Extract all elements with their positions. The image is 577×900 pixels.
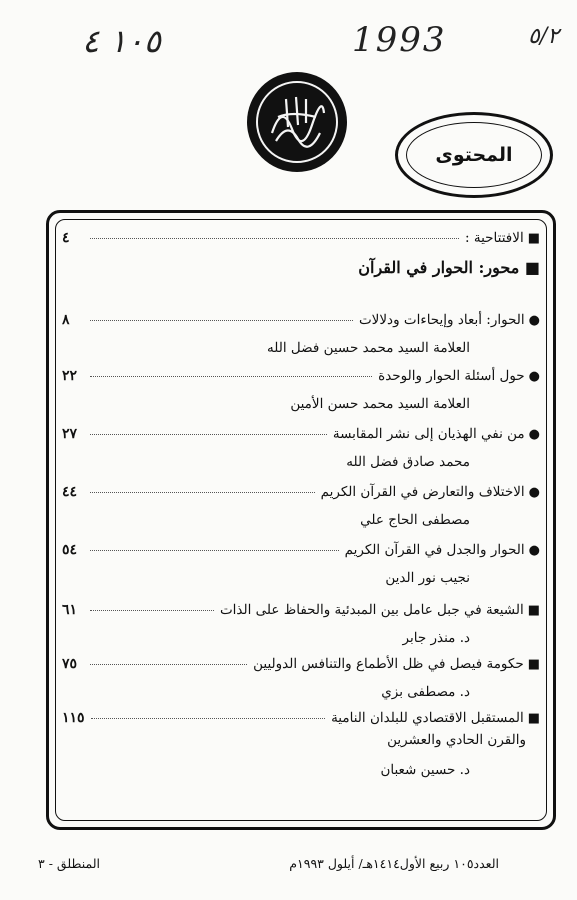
toc-entry[interactable] — [62, 710, 540, 726]
title-badge-inner — [406, 122, 542, 188]
toc-page-number: ٧٥ — [62, 656, 78, 672]
toc-entry[interactable] — [62, 312, 540, 328]
circle-bullet-icon: ● — [528, 369, 540, 384]
toc-entry-title: المستقبل الاقتصادي للبلدان النامية — [331, 710, 524, 726]
title-badge — [395, 112, 553, 198]
leader-dots — [91, 718, 326, 719]
toc-entry-subtitle: والقرن الحادي والعشرين — [387, 732, 526, 748]
leader-dots — [90, 320, 353, 321]
square-bullet-icon: ■ — [527, 603, 540, 618]
toc-page-number: ٦١ — [62, 602, 78, 618]
square-bullet-icon: ■ — [527, 231, 540, 246]
toc-entry-title: من نفي الهذيان إلى نشر المقابسة — [332, 426, 525, 442]
toc-author: د. مصطفى بزي — [381, 684, 470, 700]
handwritten-year-note: 1993 — [352, 20, 447, 60]
toc-entry-title: حول أسئلة الحوار والوحدة — [378, 368, 525, 384]
toc-entry-title: الاختلاف والتعارض في القرآن الكريم — [320, 484, 525, 500]
toc-author: نجيب نور الدين — [385, 570, 470, 586]
circle-bullet-icon: ● — [528, 543, 540, 558]
toc-entry-title: الافتتاحية : — [465, 230, 524, 246]
handwritten-corner-note: ٥/٢ — [528, 24, 560, 49]
leader-dots — [90, 434, 327, 435]
toc-author: د. حسين شعبان — [380, 762, 470, 778]
toc-entry[interactable] — [62, 484, 540, 500]
toc-author: د. منذر جابر — [402, 630, 470, 646]
toc-author: العلامة السيد محمد حسن الأمين — [290, 396, 470, 412]
toc-entry[interactable] — [62, 426, 540, 442]
leader-dots — [90, 492, 315, 493]
leader-dots — [90, 664, 247, 665]
toc-section-heading — [358, 258, 540, 277]
page-title: المحتوى — [435, 144, 513, 166]
toc-page-number: ٢٧ — [62, 426, 78, 442]
seal-ring — [256, 81, 338, 163]
calligraphy-mark — [258, 83, 336, 161]
toc-page-number: ١١٥ — [62, 710, 85, 726]
toc-entry[interactable] — [62, 368, 540, 384]
toc-page-number: ٨ — [62, 312, 70, 328]
footer-page-number: المنطلق - ٣ — [38, 856, 100, 871]
toc-author: محمد صادق فضل الله — [346, 454, 470, 470]
footer-issue-info: العدد١٠٥ ربيع الأول١٤١٤هـ/ أيلول ١٩٩٣م — [289, 856, 499, 871]
toc-entry[interactable] — [62, 656, 540, 672]
toc-page-number: ٥٤ — [62, 542, 78, 558]
toc-page-number: ٤٤ — [62, 484, 78, 500]
circle-bullet-icon: ● — [528, 485, 540, 500]
toc-entry-opening[interactable] — [62, 230, 540, 246]
toc-entry[interactable] — [62, 542, 540, 558]
toc-page-number: ٤ — [62, 230, 70, 246]
toc-author: العلامة السيد محمد حسين فضل الله — [267, 340, 470, 356]
circle-bullet-icon: ● — [528, 427, 540, 442]
toc-entry-title: الحوار: أبعاد وإيحاءات ودلالات — [358, 312, 525, 328]
section-title: محور: الحوار في القرآن — [358, 258, 520, 277]
leader-dots — [90, 610, 214, 611]
toc-entry-title: حكومة فيصل في ظل الأطماع والتنافس الدوليين — [253, 656, 524, 672]
toc-author: مصطفى الحاج علي — [360, 512, 470, 528]
leader-dots — [90, 550, 339, 551]
toc-page-number: ٢٢ — [62, 368, 78, 384]
circle-bullet-icon: ● — [528, 313, 540, 328]
square-bullet-icon: ■ — [527, 657, 540, 672]
square-bullet-icon: ■ — [527, 711, 540, 726]
basmala-seal — [247, 72, 347, 172]
leader-dots — [90, 238, 459, 239]
toc-frame-inner — [55, 219, 547, 821]
toc-entry-title: الشيعة في جبل عامل بين المبدئية والحفاظ على الذات — [219, 602, 524, 618]
square-bullet-icon: ■ — [524, 258, 540, 277]
leader-dots — [90, 376, 372, 377]
toc-entry-title: الحوار والجدل في القرآن الكريم — [344, 542, 525, 558]
handwritten-issue-note: ١٠٥ ٤ — [82, 22, 161, 60]
toc-entry[interactable] — [62, 602, 540, 618]
